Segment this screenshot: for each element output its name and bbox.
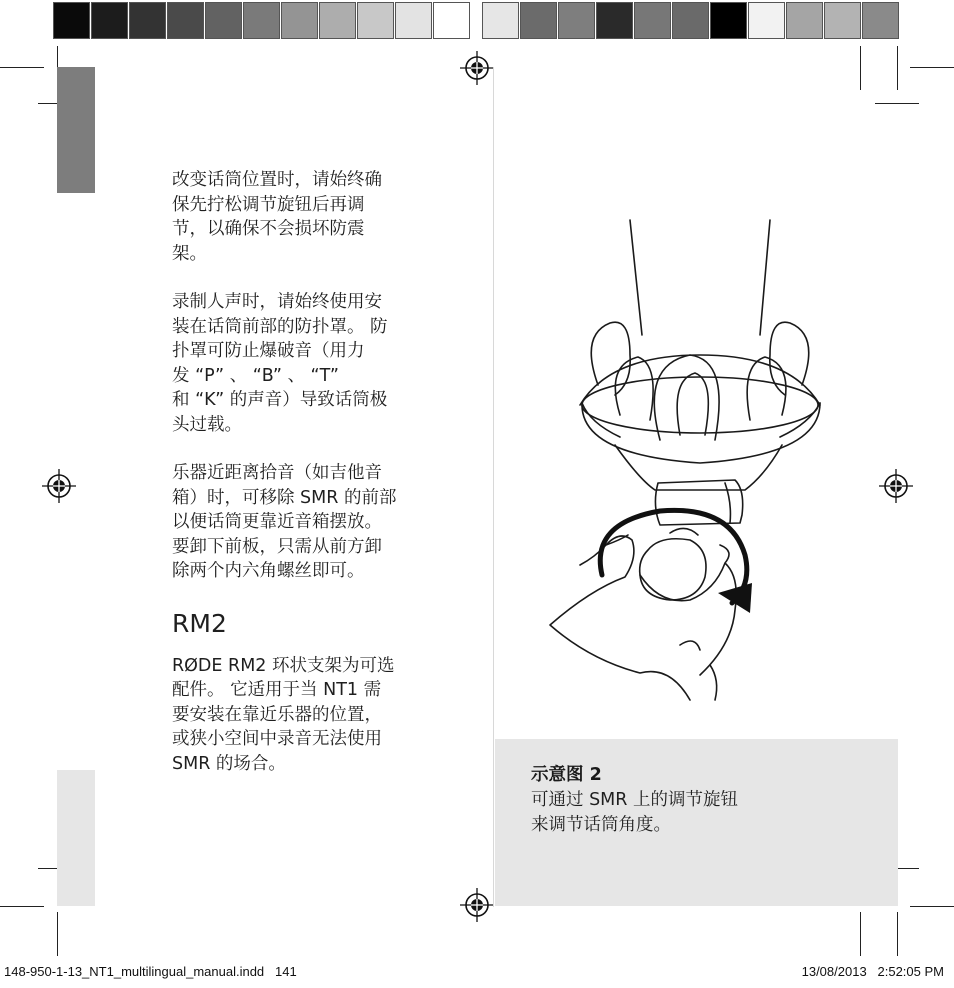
crop-mark	[897, 46, 898, 90]
section-tab-light	[57, 770, 95, 906]
color-swatch	[395, 2, 432, 39]
crop-mark	[910, 906, 954, 907]
figure-caption-box	[495, 739, 898, 906]
color-swatch	[53, 2, 90, 39]
color-swatch	[596, 2, 633, 39]
color-swatch	[482, 2, 519, 39]
body-text-column	[172, 168, 452, 800]
color-swatch	[710, 2, 747, 39]
color-swatch	[558, 2, 595, 39]
color-bar-left	[53, 2, 471, 39]
microphone-body	[630, 220, 770, 335]
mount-cone	[615, 445, 782, 490]
color-swatch	[634, 2, 671, 39]
crop-mark	[0, 67, 44, 68]
registration-mark-icon	[879, 469, 913, 503]
color-swatch	[786, 2, 823, 39]
file-slug: 148-950-1-13_NT1_multilingual_manual.indd 141	[4, 964, 297, 979]
color-swatch	[91, 2, 128, 39]
color-swatch	[205, 2, 242, 39]
crop-mark	[860, 46, 861, 90]
registration-mark-icon	[460, 888, 494, 922]
print-timestamp: 13/08/2013 2:52:05 PM	[801, 964, 944, 979]
adjustment-knob	[640, 539, 706, 600]
color-swatch	[129, 2, 166, 39]
crop-mark	[875, 103, 919, 104]
paragraph-pop-filter: 录制人声时，请始终使用安 装在话筒前部的防扑罩。 防 扑罩可防止爆破音（用力 发 “P” 、 “B” 、 “T” 和 “K” 的声音）导致话筒极 头过载。	[172, 292, 388, 435]
color-swatch	[824, 2, 861, 39]
registration-mark-icon	[42, 469, 76, 503]
paragraph-instrument-miking: 乐器近距离拾音（如吉他音 箱）时，可移除 SMR 的前部 以便话筒更靠近音箱摆放。 要卸下前板，只需从前方卸 除两个内六角螺丝即可。	[172, 463, 397, 581]
section-heading-rm2: RM2	[172, 608, 227, 638]
color-swatch	[319, 2, 356, 39]
crop-mark	[860, 912, 861, 956]
crop-mark	[57, 912, 58, 956]
color-swatch	[167, 2, 204, 39]
color-swatch	[357, 2, 394, 39]
figure-caption-title: 示意图 2	[531, 765, 602, 785]
color-swatch	[433, 2, 470, 39]
figure-caption-text: 可通过 SMR 上的调节旋钮 来调节话筒角度。	[531, 790, 738, 835]
crop-mark	[897, 912, 898, 956]
color-swatch	[243, 2, 280, 39]
color-swatch	[862, 2, 899, 39]
elastic-loop-center	[654, 355, 719, 440]
section-tab-dark	[57, 67, 95, 193]
shock-mount-illustration	[520, 205, 880, 725]
paragraph-rm2: RØDE RM2 环状支架为可选 配件。 它适用于当 NT1 需 要安装在靠近乐器的位置， 或狭小空间中录音无法使用 SMR 的场合。	[172, 655, 395, 774]
crop-mark	[0, 906, 44, 907]
color-bar-right	[482, 2, 900, 39]
page-divider	[493, 67, 494, 907]
registration-mark-icon	[460, 51, 494, 85]
color-swatch	[281, 2, 318, 39]
paragraph-adjust-warning: 改变话筒位置时，请始终确 保先拧松调节旋钮后再调 节，以确保不会损坏防震 架。	[172, 170, 382, 264]
hand-outline	[550, 535, 736, 700]
crop-mark	[910, 67, 954, 68]
color-swatch	[520, 2, 557, 39]
color-swatch	[748, 2, 785, 39]
color-swatch	[672, 2, 709, 39]
